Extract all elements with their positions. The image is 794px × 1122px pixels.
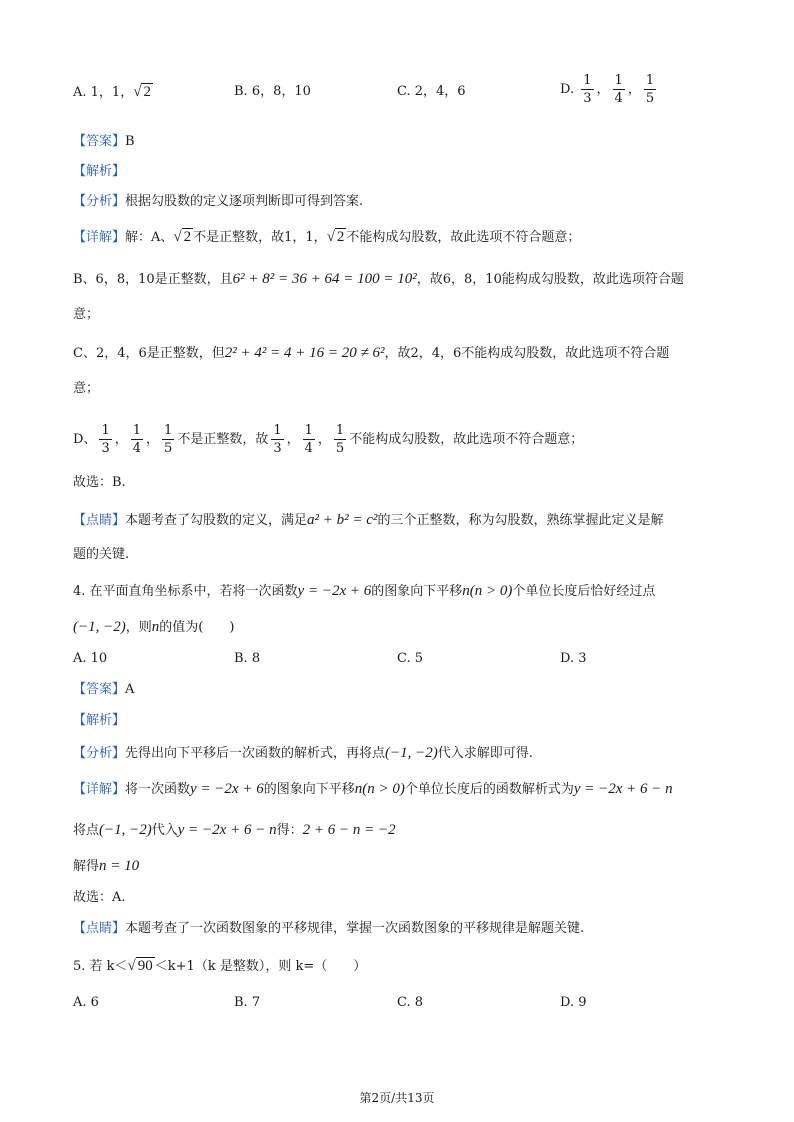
q3-dianjing: 【点睛】本题考查了勾股数的定义，满足a² + b² = c²的三个正整数，称为勾股数，熟练掌握此定义是解 bbox=[73, 512, 664, 528]
q5-option-b: B. 7 bbox=[234, 995, 261, 1010]
q3-option-b: B. 6，8，10 bbox=[234, 84, 311, 99]
q5-option-c: C. 8 bbox=[397, 995, 424, 1010]
q4-analysis-heading: 【解析】 bbox=[73, 713, 126, 728]
q4-dianjing: 【点睛】本题考查了一次函数图象的平移规律，掌握一次函数图象的平移规律是解题关键. bbox=[73, 921, 585, 936]
q4-option-c: C. 5 bbox=[397, 651, 424, 666]
sqrt-symbol: √ 90 bbox=[127, 958, 153, 974]
q5-option-a: A. 6 bbox=[73, 995, 99, 1010]
q3-detail-a: 【详解】解：A、√ 2 不是正整数，故1，1，√ 2 不能构成勾股数，故此选项不符合题意； bbox=[73, 229, 581, 245]
q3-option-c: C. 2，4，6 bbox=[397, 84, 466, 99]
fraction: $\frac{1}{3}$ bbox=[583, 73, 592, 106]
sqrt-symbol: √ 2 bbox=[326, 229, 345, 245]
q4-detail: 【详解】将一次函数y = −2x + 6的图象向下平移n(n > 0)个单位长度后的函数解析式为y = −2x + 6 − n bbox=[73, 781, 673, 797]
q3-choose: 故选：B. bbox=[73, 475, 126, 490]
q4-answer: 【答案】A bbox=[73, 682, 135, 697]
fraction: $\frac{1}{4}$ bbox=[614, 73, 623, 106]
q4-stem: 4. 在平面直角坐标系中，若将一次函数y = −2x + 6的图象向下平移n(n > 0)个单位长度后恰好经过点 bbox=[73, 583, 656, 599]
q3-detail-b-wrap: 意； bbox=[73, 307, 100, 322]
q4-solve: 解得n = 10 bbox=[73, 858, 140, 874]
q3-dianjing-wrap: 题的关键. bbox=[73, 547, 130, 562]
q3-detail-c: C、2，4，6是正整数，但2² + 4² = 4 + 16 = 20 ≠ 6²，故2，4，6不能构成勾股数，故此选项不符合题 bbox=[73, 345, 670, 361]
q4-option-d: D. 3 bbox=[560, 651, 587, 666]
q3-analysis-heading: 【解析】 bbox=[73, 164, 126, 179]
q4-option-b: B. 8 bbox=[234, 651, 261, 666]
fraction: $\frac{1}{5}$ bbox=[645, 73, 655, 106]
q3-option-d: D. $\frac{1}{3}$ ， $\frac{1}{4}$ ， $\frac{1}{5}$ bbox=[560, 73, 655, 106]
q3-detail-c-wrap: 意； bbox=[73, 381, 100, 396]
q3-detail-d: D、 $\frac{1}{3}$ ， $\frac{1}{4}$ ， $\frac{1}{5}$ 不是正整数，故 $\frac{1}{3}$ ， $\frac{1}{4}$ ， $\frac{1}{5}$ 不能构成勾股数，故此选项不符合题意； bbox=[73, 423, 584, 456]
q3-fenxi: 【分析】根据勾股数的定义逐项判断即可得到答案. bbox=[73, 194, 364, 209]
q4-substitute: 将点(−1, −2)代入y = −2x + 6 − n得：2 + 6 − n = −2 bbox=[73, 822, 396, 838]
sqrt-symbol: √ 2 bbox=[133, 84, 151, 100]
q5-stem: 5. 若 k＜√ 90 ＜k+1（k 是整数），则 k=（ ） bbox=[73, 958, 367, 974]
q3-answer: 【答案】B bbox=[73, 134, 135, 149]
q4-fenxi: 【分析】先得出向下平移后一次函数的解析式，再将点(−1, −2)代入求解即可得. bbox=[73, 745, 533, 761]
sqrt-symbol: √ 2 bbox=[173, 229, 192, 245]
q5-option-d: D. 9 bbox=[560, 995, 587, 1010]
page-footer: 第2页/共13页 bbox=[359, 1091, 435, 1105]
q4-choose: 故选：A. bbox=[73, 890, 126, 905]
q4-stem-wrap: (−1, −2)，则n的值为( ) bbox=[73, 619, 235, 635]
q3-option-a: A. 1，1，√ 2 bbox=[73, 84, 151, 100]
q3-detail-b: B、6，8，10是正整数，且6² + 8² = 36 + 64 = 100 = 10²，故6，8，10能构成勾股数，故此选项符合题 bbox=[73, 271, 684, 287]
q4-option-a: A. 10 bbox=[73, 651, 108, 666]
